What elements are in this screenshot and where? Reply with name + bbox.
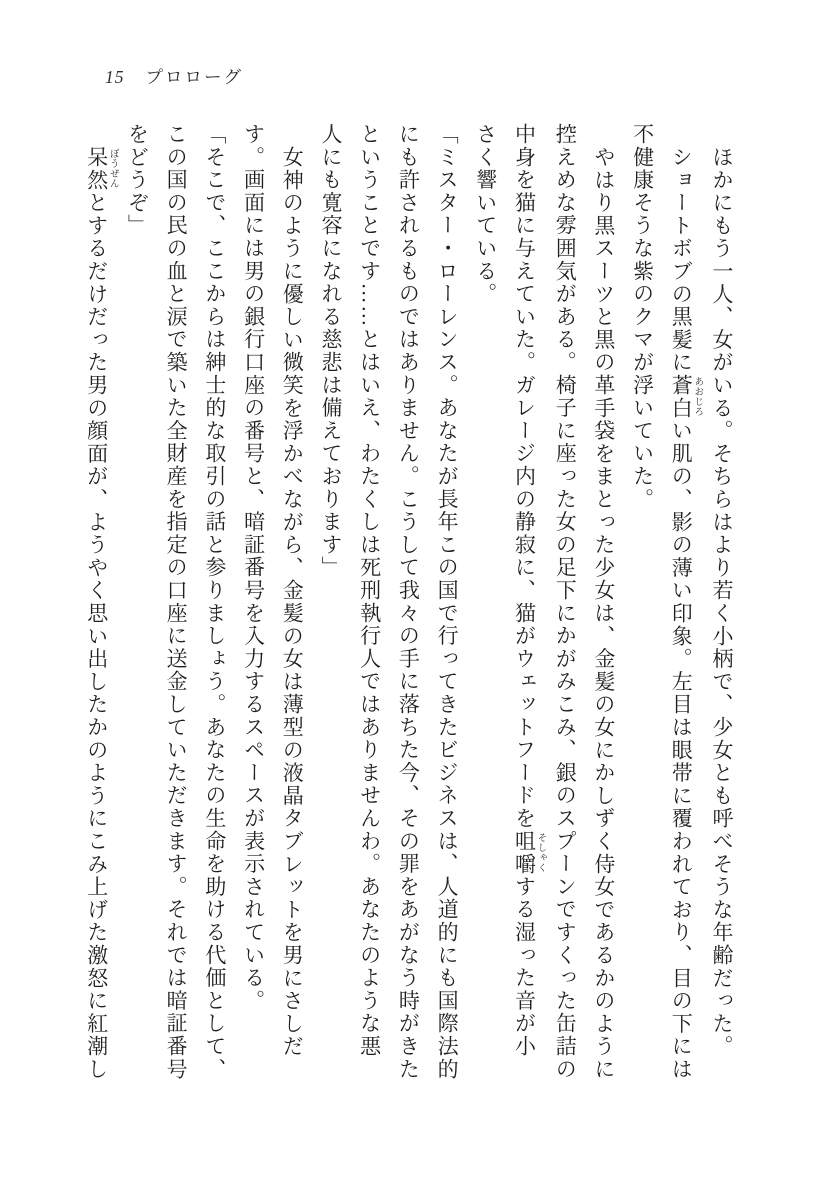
text-column-3: 不健康そうな紫のクマが浮いていた。 [630,123,655,511]
text-column-15: この国の民の血と涙で築いた全財産を指定の口座に送金していただきます。それでは暗証番号 [164,123,189,1081]
chapter-title: プロローグ [145,67,243,87]
text-column-4: やはり黒スーツと黒の革手袋をまとった少女は、金髪の女にかしずく侍女であるかのように [591,145,616,1081]
text-column-8: 「ミスター・ローレンス。あなたが長年この国で行ってきたビジネスは、人道的にも国際法的 [435,123,460,1081]
furigana-text: ぼうぜん [107,145,118,192]
furigana-ruby: 蒼白 あおじろ [669,373,703,420]
furigana-ruby: 咀嚼 そしゃく [512,829,546,876]
text-column-10: ということです……とはいえ、わたくしは死刑執行人ではありませんわ。あなたのような悪 [357,123,382,1058]
page-number: 15 [105,67,125,87]
text-column-17: 呆然 ぼうぜんとするだけだった男の顔面が、ようやく思い出したかのようにこみ上げた激怒に紅潮し [84,145,118,1081]
text-column-7: さく響いている。 [473,123,498,306]
text-column-11: 人にも寛容になれる慈悲は備えております」 [318,123,343,579]
text-column-6: 中身を猫に与えていた。ガレージ内の静寂に、猫がウェットフードを咀嚼 そしゃくする湿った音が小 [512,123,546,1058]
text-column-9: にも許されるものではありません。こうして我々の手に落ちた今、その罪をあがなう時がきた [396,123,421,1081]
prose-text-block [77,123,741,1081]
text-column-5: 控えめな雰囲気がある。椅子に座った女の足下にかがみこみ、銀のスプーンですくった缶詰の [553,123,578,1081]
text-column-1: ほかにもう一人、女がいる。そちらはより若く小柄で、少女とも呼べそうな年齢だった。 [710,145,734,1058]
furigana-text: そしゃく [535,829,546,876]
text-column-14: 「そこで、ここからは紳士的な取引の話と参りましょう。あなたの生命を助ける代価として、 [202,123,227,1081]
furigana-ruby: 呆然 ぼうぜん [84,145,118,192]
running-head [105,64,243,89]
text-column-12: 女神のように優しい微笑を浮かべながら、金髪の女は薄型の液晶タブレットを男にさしだ [280,145,305,1058]
text-column-2: ショートボブの黒髪に蒼白 あおじろい肌の、影の薄い印象。左目は眼帯に覆われており、目の下には [669,145,703,1081]
furigana-text: あおじろ [692,373,703,420]
text-column-13: す。画面には男の銀行口座の番号と、暗証番号を入力するスペースが表示されている。 [241,123,266,1013]
text-column-16: をどうぞ」 [125,123,150,237]
